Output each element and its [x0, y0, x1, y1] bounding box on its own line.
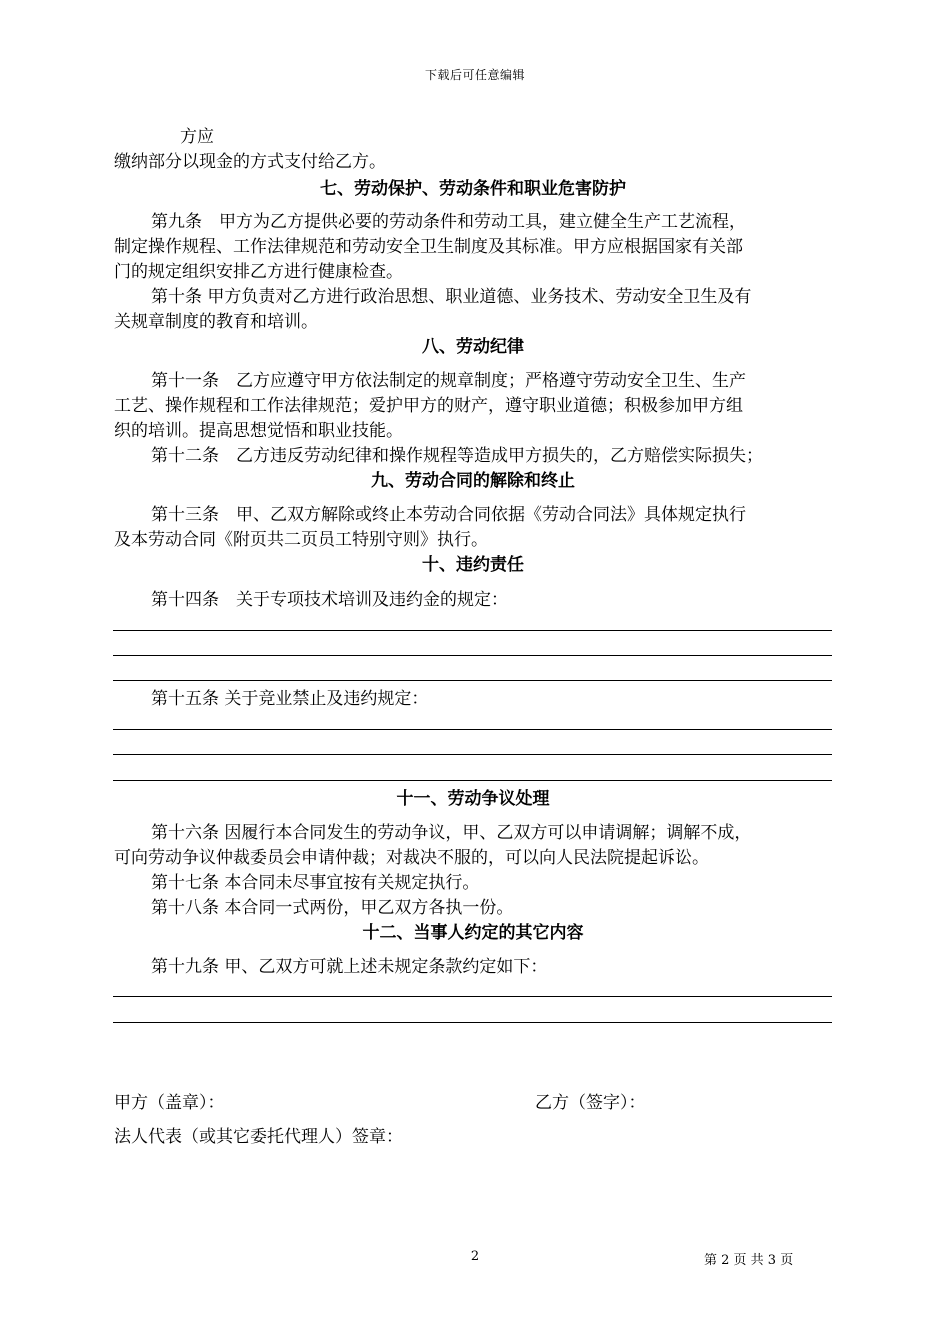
section-heading: 八、劳动纪律 [422, 337, 524, 357]
paragraph-line: 可向劳动争议仲裁委员会申请仲裁；对裁决不服的，可以向人民法院提起诉讼。 [114, 848, 709, 868]
paragraph-line: 缴纳部分以现金的方式支付给乙方。 [114, 152, 386, 172]
fill-in-blank-line[interactable] [113, 729, 832, 730]
paragraph-line: 工艺、操作规程和工作法律规范；爱护甲方的财产，遵守职业道德；积极参加甲方组 [114, 396, 743, 416]
paragraph-line: 第十条 甲方负责对乙方进行政治思想、职业道德、业务技术、劳动安全卫生及有 [151, 287, 752, 307]
section-heading: 十一、劳动争议处理 [396, 789, 550, 809]
legal-rep-signature[interactable]: 法人代表（或其它委托代理人）签章： [114, 1127, 403, 1147]
paragraph-line: 方应 [180, 127, 214, 147]
section-heading: 九、劳动合同的解除和终止 [371, 471, 575, 491]
paragraph-line: 第十五条 关于竞业禁止及违约规定： [151, 689, 429, 709]
section-heading: 七、劳动保护、劳动条件和职业危害防护 [320, 179, 626, 199]
paragraph-line: 第十七条 本合同未尽事宜按有关规定执行。 [151, 873, 480, 893]
fill-in-blank-line[interactable] [113, 680, 832, 681]
paragraph-line: 门的规定组织安排乙方进行健康检查。 [114, 262, 403, 282]
paragraph-line: 织的培训。提高思想觉悟和职业技能。 [114, 421, 403, 441]
party-a-signature[interactable]: 甲方（盖章）： [114, 1093, 225, 1113]
paragraph-line: 第十六条 因履行本合同发生的劳动争议，甲、乙双方可以申请调解；调解不成， [151, 823, 752, 843]
paragraph-line: 关规章制度的教育和培训。 [114, 312, 318, 332]
fill-in-blank-line[interactable] [113, 996, 832, 997]
fill-in-blank-line[interactable] [113, 780, 832, 781]
paragraph-line: 第十四条 关于专项技术培训及违约金的规定： [151, 590, 508, 610]
page-header: 下载后可任意编辑 [424, 68, 525, 82]
page-count: 第 2 页 共 3 页 [704, 1253, 794, 1268]
paragraph-line: 及本劳动合同《附页共二页员工特别守则》执行。 [114, 530, 488, 550]
paragraph-line: 第十八条 本合同一式两份，甲乙双方各执一份。 [151, 898, 514, 918]
paragraph-line: 制定操作规程、工作法律规范和劳动安全卫生制度及其标准。甲方应根据国家有关部 [114, 237, 743, 257]
page-number: 2 [470, 1249, 480, 1264]
paragraph-line: 第九条 甲方为乙方提供必要的劳动条件和劳动工具，建立健全生产工艺流程， [151, 212, 746, 232]
fill-in-blank-line[interactable] [113, 754, 832, 755]
fill-in-blank-line[interactable] [113, 630, 832, 631]
paragraph-line: 第十一条 乙方应遵守甲方依法制定的规章制度；严格遵守劳动安全卫生、生产 [151, 371, 746, 391]
fill-in-blank-line[interactable] [113, 1022, 832, 1023]
section-heading: 十、违约责任 [422, 555, 524, 575]
party-b-signature[interactable]: 乙方（签字）： [535, 1093, 646, 1113]
section-heading: 十二、当事人约定的其它内容 [362, 923, 584, 943]
fill-in-blank-line[interactable] [113, 655, 832, 656]
paragraph-line: 第十二条 乙方违反劳动纪律和操作规程等造成甲方损失的，乙方赔偿实际损失； [151, 446, 763, 466]
paragraph-line: 第十九条 甲、乙双方可就上述未规定条款约定如下： [151, 957, 548, 977]
paragraph-line: 第十三条 甲、乙双方解除或终止本劳动合同依据《劳动合同法》具体规定执行 [151, 505, 746, 525]
